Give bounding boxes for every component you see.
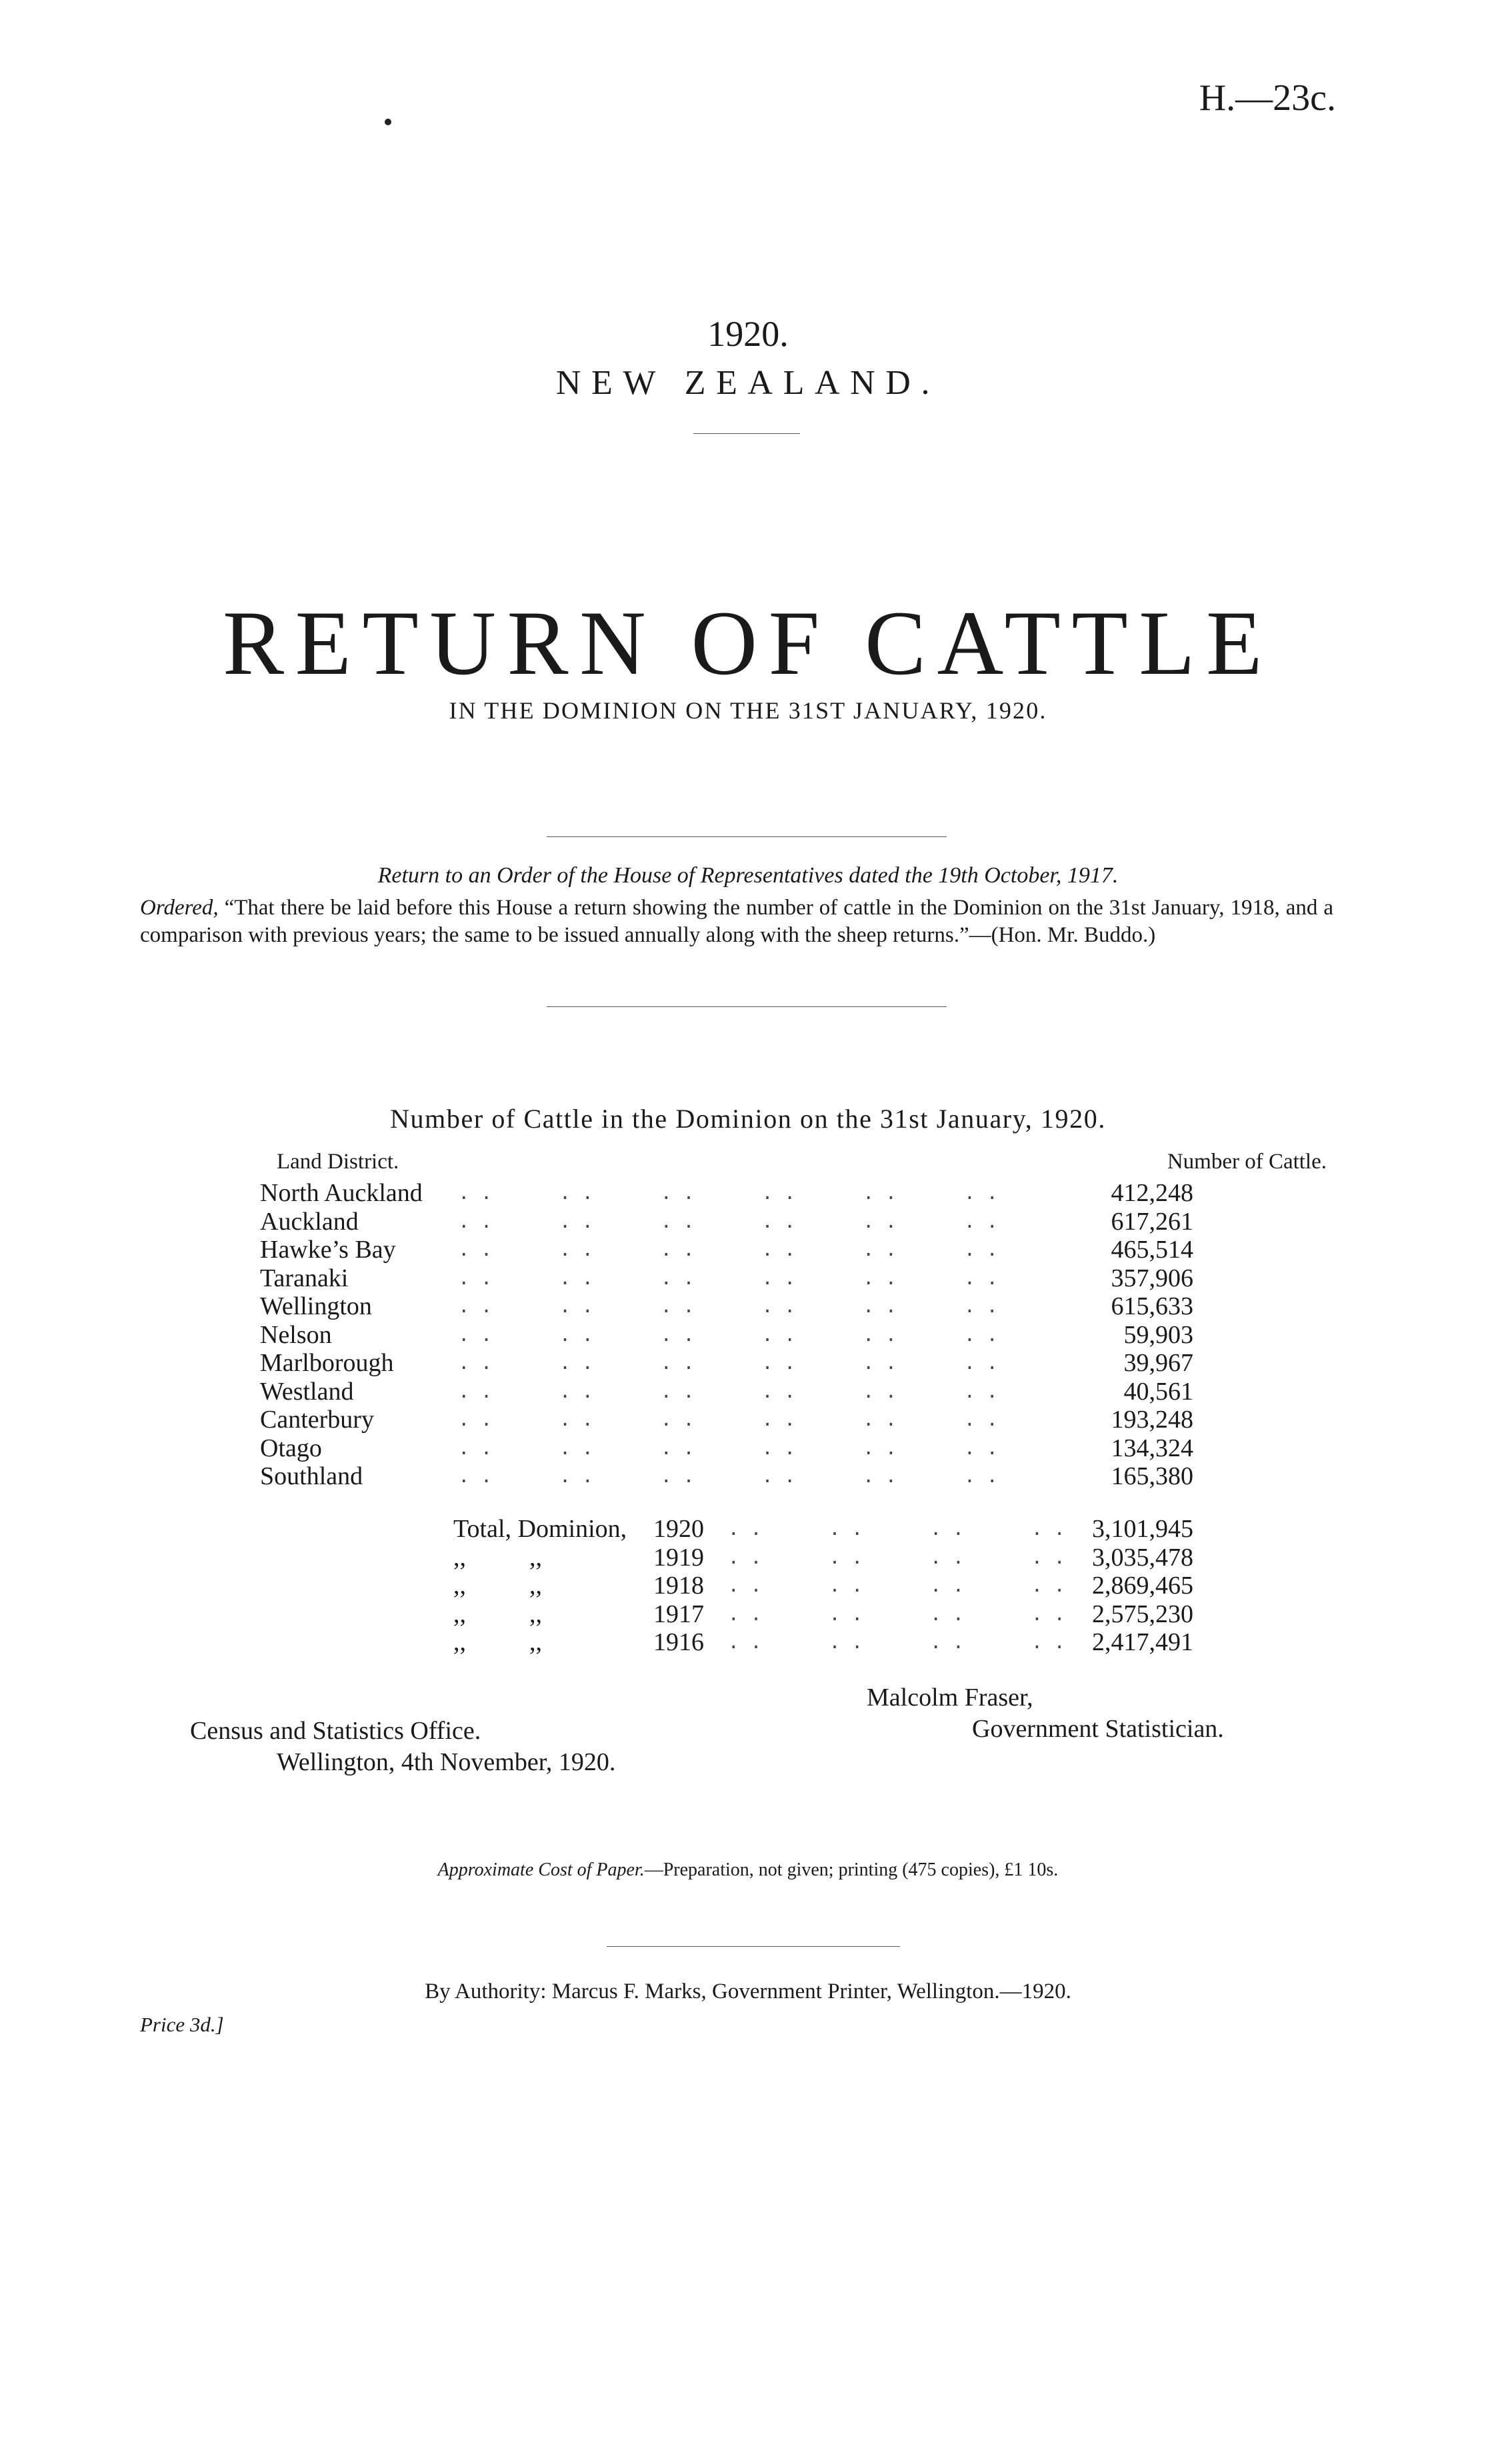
ordered-label: Ordered, [140,896,219,920]
dot-leaders: . . . . . . . . . . . . [413,1323,998,1346]
table-title: Number of Cattle in the Dominion on the 31st January, 1920. [390,1104,1106,1134]
ordered-text: “That there be laid before this House a return showing the number of cattle in the Dominion on the 31st January, 1918, and a comparison with previous years; the same to be issued annually along with the sheep returns.”—(Hon. Mr. Buddo.) [140,896,1333,948]
table-row [260,1348,1193,1377]
dot-leaders: . . . . . . . . . . . . [413,1408,998,1430]
total-label: ,, ,, [453,1543,542,1572]
district-name: Nelson [260,1320,332,1349]
district-name: Southland [260,1462,363,1490]
total-row [453,1628,1193,1656]
dot-leaders: . . . . . . . . [717,1574,1065,1596]
total-year: 1919 [653,1543,704,1572]
total-label: ,, ,, [453,1600,542,1628]
dot-leaders: . . . . . . . . . . . . [413,1380,998,1402]
printer-authority: By Authority: Marcus F. Marks, Government Printer, Wellington.—1920. [425,1979,1071,2003]
signatory-name: Malcolm Fraser, [867,1684,1033,1712]
district-name: North Auckland [260,1179,423,1207]
cattle-number: 165,380 [1111,1462,1193,1490]
subtitle: IN THE DOMINION ON THE 31ST JANUARY, 1920. [449,697,1047,724]
table-row [260,1462,1193,1490]
footer-rule [607,1946,900,1947]
table-row [260,1292,1193,1320]
total-row [453,1543,1193,1572]
divider-rule [547,836,947,837]
dot-leaders: . . . . . . . . . . . . [413,1238,998,1260]
main-title: RETURN OF CATTLE [223,592,1273,694]
dot-leaders: . . . . . . . . . . . . [413,1210,998,1232]
table-row [260,1235,1193,1264]
table-row [260,1377,1193,1406]
cattle-number: 59,903 [1123,1320,1193,1349]
cattle-number: 134,324 [1111,1434,1193,1462]
table-row [260,1207,1193,1236]
district-name: Marlborough [260,1349,394,1377]
divider-rule-2 [547,1006,947,1007]
total-number: 2,869,465 [1092,1572,1193,1600]
cost-label: Approximate Cost of Paper. [437,1859,645,1880]
total-year: 1920 [653,1515,704,1543]
cattle-number: 617,261 [1111,1207,1193,1236]
district-name: Westland [260,1377,354,1406]
total-year: 1918 [653,1572,704,1600]
cattle-number: 40,561 [1123,1377,1193,1406]
table-row [260,1264,1193,1292]
column-header-district: Land District. [277,1150,399,1174]
total-label-wrap [453,1514,720,1544]
dot-leaders: . . . . . . . . [717,1546,1065,1568]
total-label: Total, Dominion, [453,1515,627,1543]
column-header-number: Number of Cattle. [1167,1150,1327,1174]
country-heading: NEW ZEALAND. [555,364,941,402]
total-label: ,, ,, [453,1572,542,1600]
total-number: 3,101,945 [1092,1515,1193,1543]
ink-dot [385,119,391,125]
dot-leaders: . . . . . . . . . . . . [413,1436,998,1459]
signatory-title: Government Statistician. [972,1715,1224,1743]
cattle-number: 193,248 [1111,1406,1193,1434]
district-name: Auckland [260,1207,359,1236]
total-number: 2,575,230 [1092,1600,1193,1628]
short-rule [693,433,800,434]
order-reference: Return to an Order of the House of Representatives dated the 19th October, 1917. [377,863,1119,888]
dot-leaders: . . . . . . . . . . . . [413,1295,998,1317]
total-label-wrap [453,1543,720,1572]
total-label: ,, ,, [453,1628,542,1656]
total-number: 3,035,478 [1092,1543,1193,1572]
cattle-number: 39,967 [1123,1349,1193,1377]
office-name: Census and Statistics Office. [190,1717,481,1745]
document-reference: H.—23c. [1199,77,1336,119]
dot-leaders: . . . . . . . . . . . . [413,1266,998,1289]
dot-leaders: . . . . . . . . [717,1631,1065,1653]
cattle-number: 412,248 [1111,1179,1193,1207]
cattle-number: 357,906 [1111,1264,1193,1292]
office-date: Wellington, 4th November, 1920. [277,1748,616,1776]
dot-leaders: . . . . . . . . . . . . [413,1352,998,1374]
district-name: Wellington [260,1292,372,1320]
price-note: Price 3d.] [140,2013,224,2036]
dot-leaders: . . . . . . . . [717,1518,1065,1540]
table-row [260,1405,1193,1434]
table-row [260,1178,1193,1207]
cattle-number: 615,633 [1111,1292,1193,1320]
dot-leaders: . . . . . . . . . . . . [413,1182,998,1204]
table-row [260,1320,1193,1349]
cost-text: —Preparation, not given; printing (475 copies), £1 10s. [644,1859,1059,1880]
total-number: 2,417,491 [1092,1628,1193,1656]
total-label-wrap [453,1571,720,1600]
total-row [453,1600,1193,1628]
ordered-paragraph [140,894,1333,950]
total-row [453,1571,1193,1600]
cattle-number: 465,514 [1111,1236,1193,1264]
dot-leaders: . . . . . . . . [717,1602,1065,1625]
total-label-wrap [453,1628,720,1657]
total-row [453,1514,1193,1543]
cost-note [0,1859,1496,1881]
district-name: Taranaki [260,1264,349,1292]
total-year: 1916 [653,1628,704,1656]
total-label-wrap [453,1600,720,1629]
district-name: Hawke’s Bay [260,1236,396,1264]
dot-leaders: . . . . . . . . . . . . [413,1465,998,1487]
district-name: Canterbury [260,1406,374,1434]
district-name: Otago [260,1434,322,1462]
publication-year: 1920. [707,314,789,354]
table-row [260,1434,1193,1462]
total-year: 1917 [653,1600,704,1628]
